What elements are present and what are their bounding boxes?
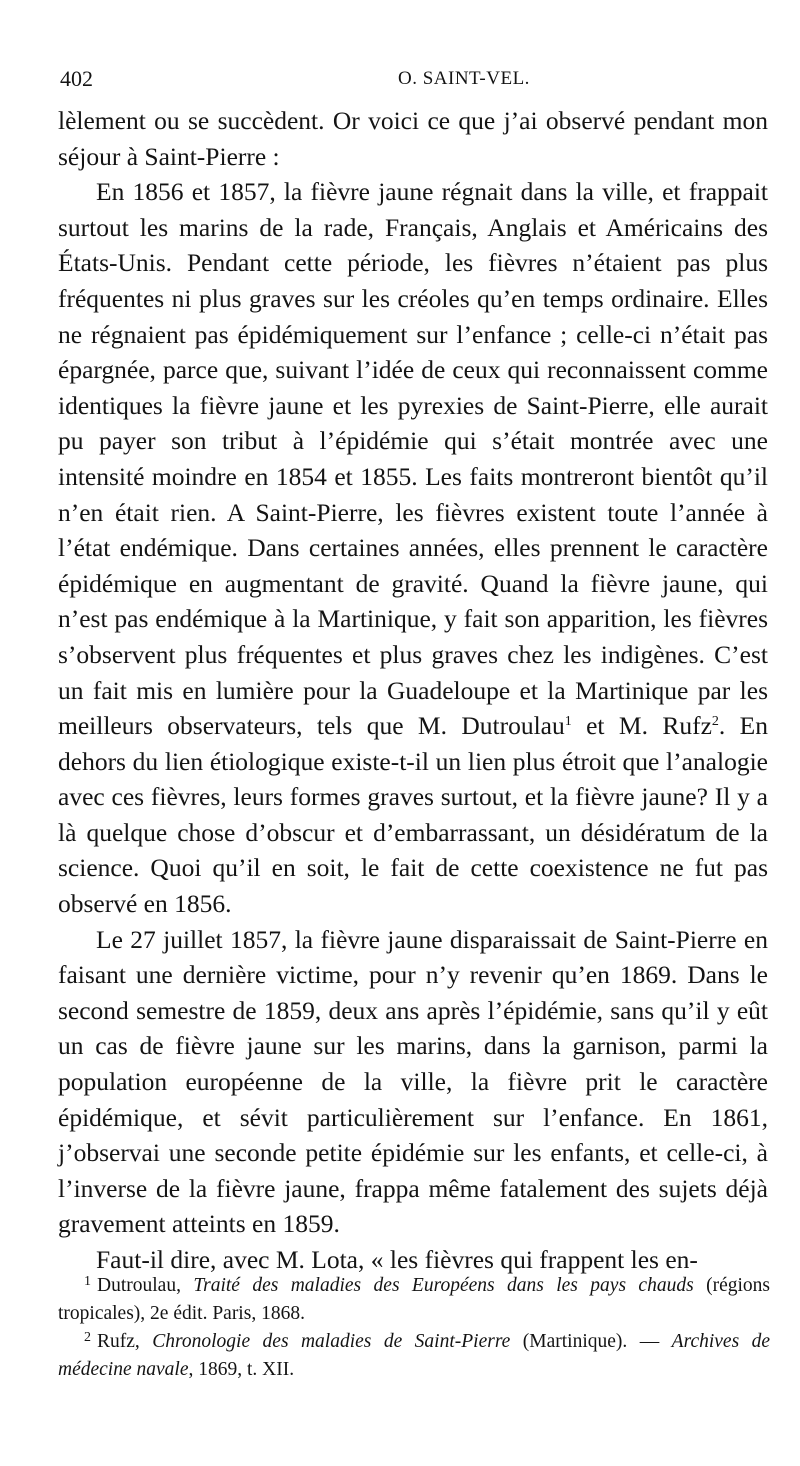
text-run: (Martinique). — [510,1331,672,1352]
text-run: , 1869, t. XII. [188,1359,295,1380]
text-run: Rufz, [97,1331,153,1352]
italic-title: Archives de médecine navale [58,1331,771,1380]
paragraph-p1 [58,103,768,174]
paragraph-p2 [58,174,768,921]
text-run: . En dehors du lien étiologique existe-t-il un lien plus étroit que l’analogie avec ces fièvres, leurs formes graves surtout, et la fièvre jaune? Il y a là quelque chose d’obscur et d’embarrassant, un désidératum de la science. Quoi qu’il en soit, le fait de cette coexistence ne fut pas observé en 1856. [58,711,768,919]
page-number: 402 [60,66,93,91]
footnote-2 [58,1328,770,1384]
text-run: (régions tropicales), 2e édit. Paris, 1868. [58,1275,770,1324]
italic-title: Traité des maladies des Européens dans les pays chauds [193,1275,694,1296]
text-run: En 1856 et 1857, la fièvre jaune régnait dans la ville, et frappait surtout les marins de la rade, Français, Anglais et Américains des États-Unis. Pendant cette période, les fièvres n’étaient pas plus fréquentes ni plus graves sur les créoles qu’en temps ordinaire. Elles ne régnaient pas épidémiquement sur l’enfance ; celle-ci n’était pas épargnée, parce que, suivant l’idée de ceux qui reconnaissent comme identiques la fièvre jaune et les pyrexies de Saint-Pierre, elle aurait pu payer son tribut à l’épidémie qui s’était montrée avec une intensité moindre en 1854 et 1855. Les faits montreront bientôt qu’il n’en était rien. A Saint-Pierre, les fièvres existent toute l’année à l’état endémique. Dans certaines années, elles prennent le caractère épidémique en augmentant de gravité. Quand la fièvre jaune, qui n’est pas endémique à la Martinique, y fait son apparition, les fièvres s’observent plus fréquentes et plus graves chez les indigènes. C’est un fait mis en lumière pour la Guadeloupe et la Martinique par les meilleurs observateurs, tels que M. Dutroulau [58,177,768,741]
text-run: et M. Rufz [571,711,712,741]
footnote-ref: 1 [564,714,572,730]
italic-title: Chronologie des maladies de Saint-Pierre [152,1331,511,1352]
running-head: O. SAINT-VEL. [398,68,530,89]
text-run: Dutroulau, [97,1275,194,1296]
footnote-mark: 2 [84,1330,91,1345]
footnote-ref: 2 [711,714,719,730]
footnote-mark: 1 [84,1274,91,1289]
page-header [60,66,760,100]
text-run: Faut-il dire, avec M. Lota, « les fièvres qui frappent les en- [96,1245,698,1274]
footnotes [58,1272,770,1384]
footnote-1 [58,1272,770,1328]
text-run: lèlement ou se succèdent. Or voici ce que j’ai observé pendant mon séjour à Saint-Pierre : [58,106,768,171]
body-text [58,103,768,1278]
text-run: Le 27 juillet 1857, la fièvre jaune disparaissait de Saint-Pierre en faisant une dernière victime, pour n’y revenir qu’en 1869. Dans le second semestre de 1859, deux ans après l’épidémie, sans qu’il y eût un cas de fièvre jaune sur les marins, dans la garnison, parmi la population européenne de la ville, la fièvre prit le caractère épidémique, et sévit particulièrement sur l’enfance. En 1861, j’observai une seconde petite épidémie sur les enfants, et celle-ci, à l’inverse de la fièvre jaune, frappa même fatalement des sujets déjà gravement atteints en 1859. [58,924,768,1239]
paragraph-p3 [58,922,768,1242]
